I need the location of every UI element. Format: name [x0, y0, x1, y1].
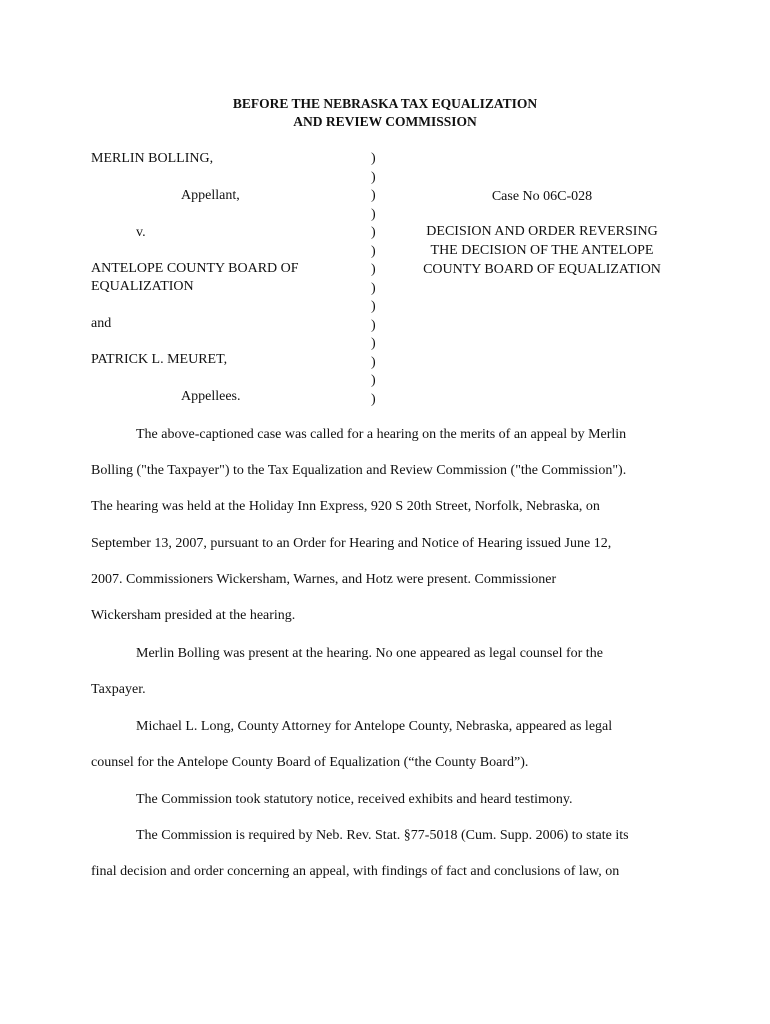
caption-paren: ) — [371, 262, 376, 277]
caption-paren: ) — [371, 225, 376, 240]
caption-paren-column — [371, 150, 376, 409]
paragraph-3-line-2: counsel for the Antelope County Board of Equalization (“the County Board”). — [91, 755, 529, 770]
case-title-line-1: DECISION AND ORDER REVERSING — [426, 224, 658, 239]
paragraph-1-line-1: The above-captioned case was called for a hearing on the merits of an appeal by Merlin — [136, 427, 627, 442]
appellant-name: MERLIN BOLLING, — [91, 151, 214, 166]
paragraph-2-line-2: Taxpayer. — [91, 682, 146, 697]
caption-paren: ) — [371, 336, 376, 351]
caption-paren: ) — [371, 299, 376, 314]
caption-paren: ) — [371, 373, 376, 388]
case-number: Case No 06C-028 — [491, 189, 593, 204]
paragraph-1-line-3: The hearing was held at the Holiday Inn Express, 920 S 20th Street, Norfolk, Nebraska, on — [91, 499, 600, 514]
caption-paren: ) — [371, 354, 376, 370]
paragraph-3-line-1: Michael L. Long, County Attorney for Antelope County, Nebraska, appeared as legal — [136, 719, 613, 734]
paragraph-4-line-1: The Commission took statutory notice, received exhibits and heard testimony. — [136, 792, 573, 807]
paragraph-5-line-2: final decision and order concerning an appeal, with findings of fact and conclusions of law, on — [91, 864, 620, 879]
paragraph-1-line-5: 2007. Commissioners Wickersham, Warnes, and Hotz were present. Commissioner — [91, 572, 557, 587]
appellee-2-name: PATRICK L. MEURET, — [91, 352, 228, 367]
paragraph-2-line-1: Merlin Bolling was present at the hearing. No one appeared as legal counsel for the — [136, 646, 603, 661]
heading-line-2: AND REVIEW COMMISSION — [293, 114, 477, 129]
caption-paren: ) — [371, 206, 376, 222]
paragraph-5-line-1: The Commission is required by Neb. Rev. Stat. §77-5018 (Cum. Supp. 2006) to state its — [136, 828, 629, 843]
conjunction-and: and — [91, 316, 112, 331]
paragraph-1-line-6: Wickersham presided at the hearing. — [91, 608, 296, 623]
case-title-line-2: THE DECISION OF THE ANTELOPE — [430, 243, 654, 258]
paragraph-1-line-2: Bolling ("the Taxpayer") to the Tax Equalization and Review Commission ("the Commission"). — [91, 463, 627, 478]
caption-paren: ) — [371, 188, 376, 203]
versus-label: v. — [136, 225, 146, 240]
appellee-1-line-2: EQUALIZATION — [91, 279, 194, 294]
caption-paren: ) — [371, 280, 376, 296]
appellant-role: Appellant, — [181, 188, 240, 203]
appellee-1-line-1: ANTELOPE COUNTY BOARD OF — [91, 261, 299, 276]
heading-line-1: BEFORE THE NEBRASKA TAX EQUALIZATION — [232, 96, 538, 111]
appellee-role: Appellees. — [181, 389, 241, 404]
caption-paren: ) — [371, 317, 376, 333]
paragraph-1-line-4: September 13, 2007, pursuant to an Order for Hearing and Notice of Hearing issued June 12, — [91, 536, 612, 551]
case-title-line-3: COUNTY BOARD OF EQUALIZATION — [423, 262, 661, 277]
caption-paren: ) — [371, 243, 376, 259]
caption-paren: ) — [371, 169, 376, 185]
caption-paren: ) — [371, 151, 376, 166]
caption-paren: ) — [371, 391, 376, 407]
